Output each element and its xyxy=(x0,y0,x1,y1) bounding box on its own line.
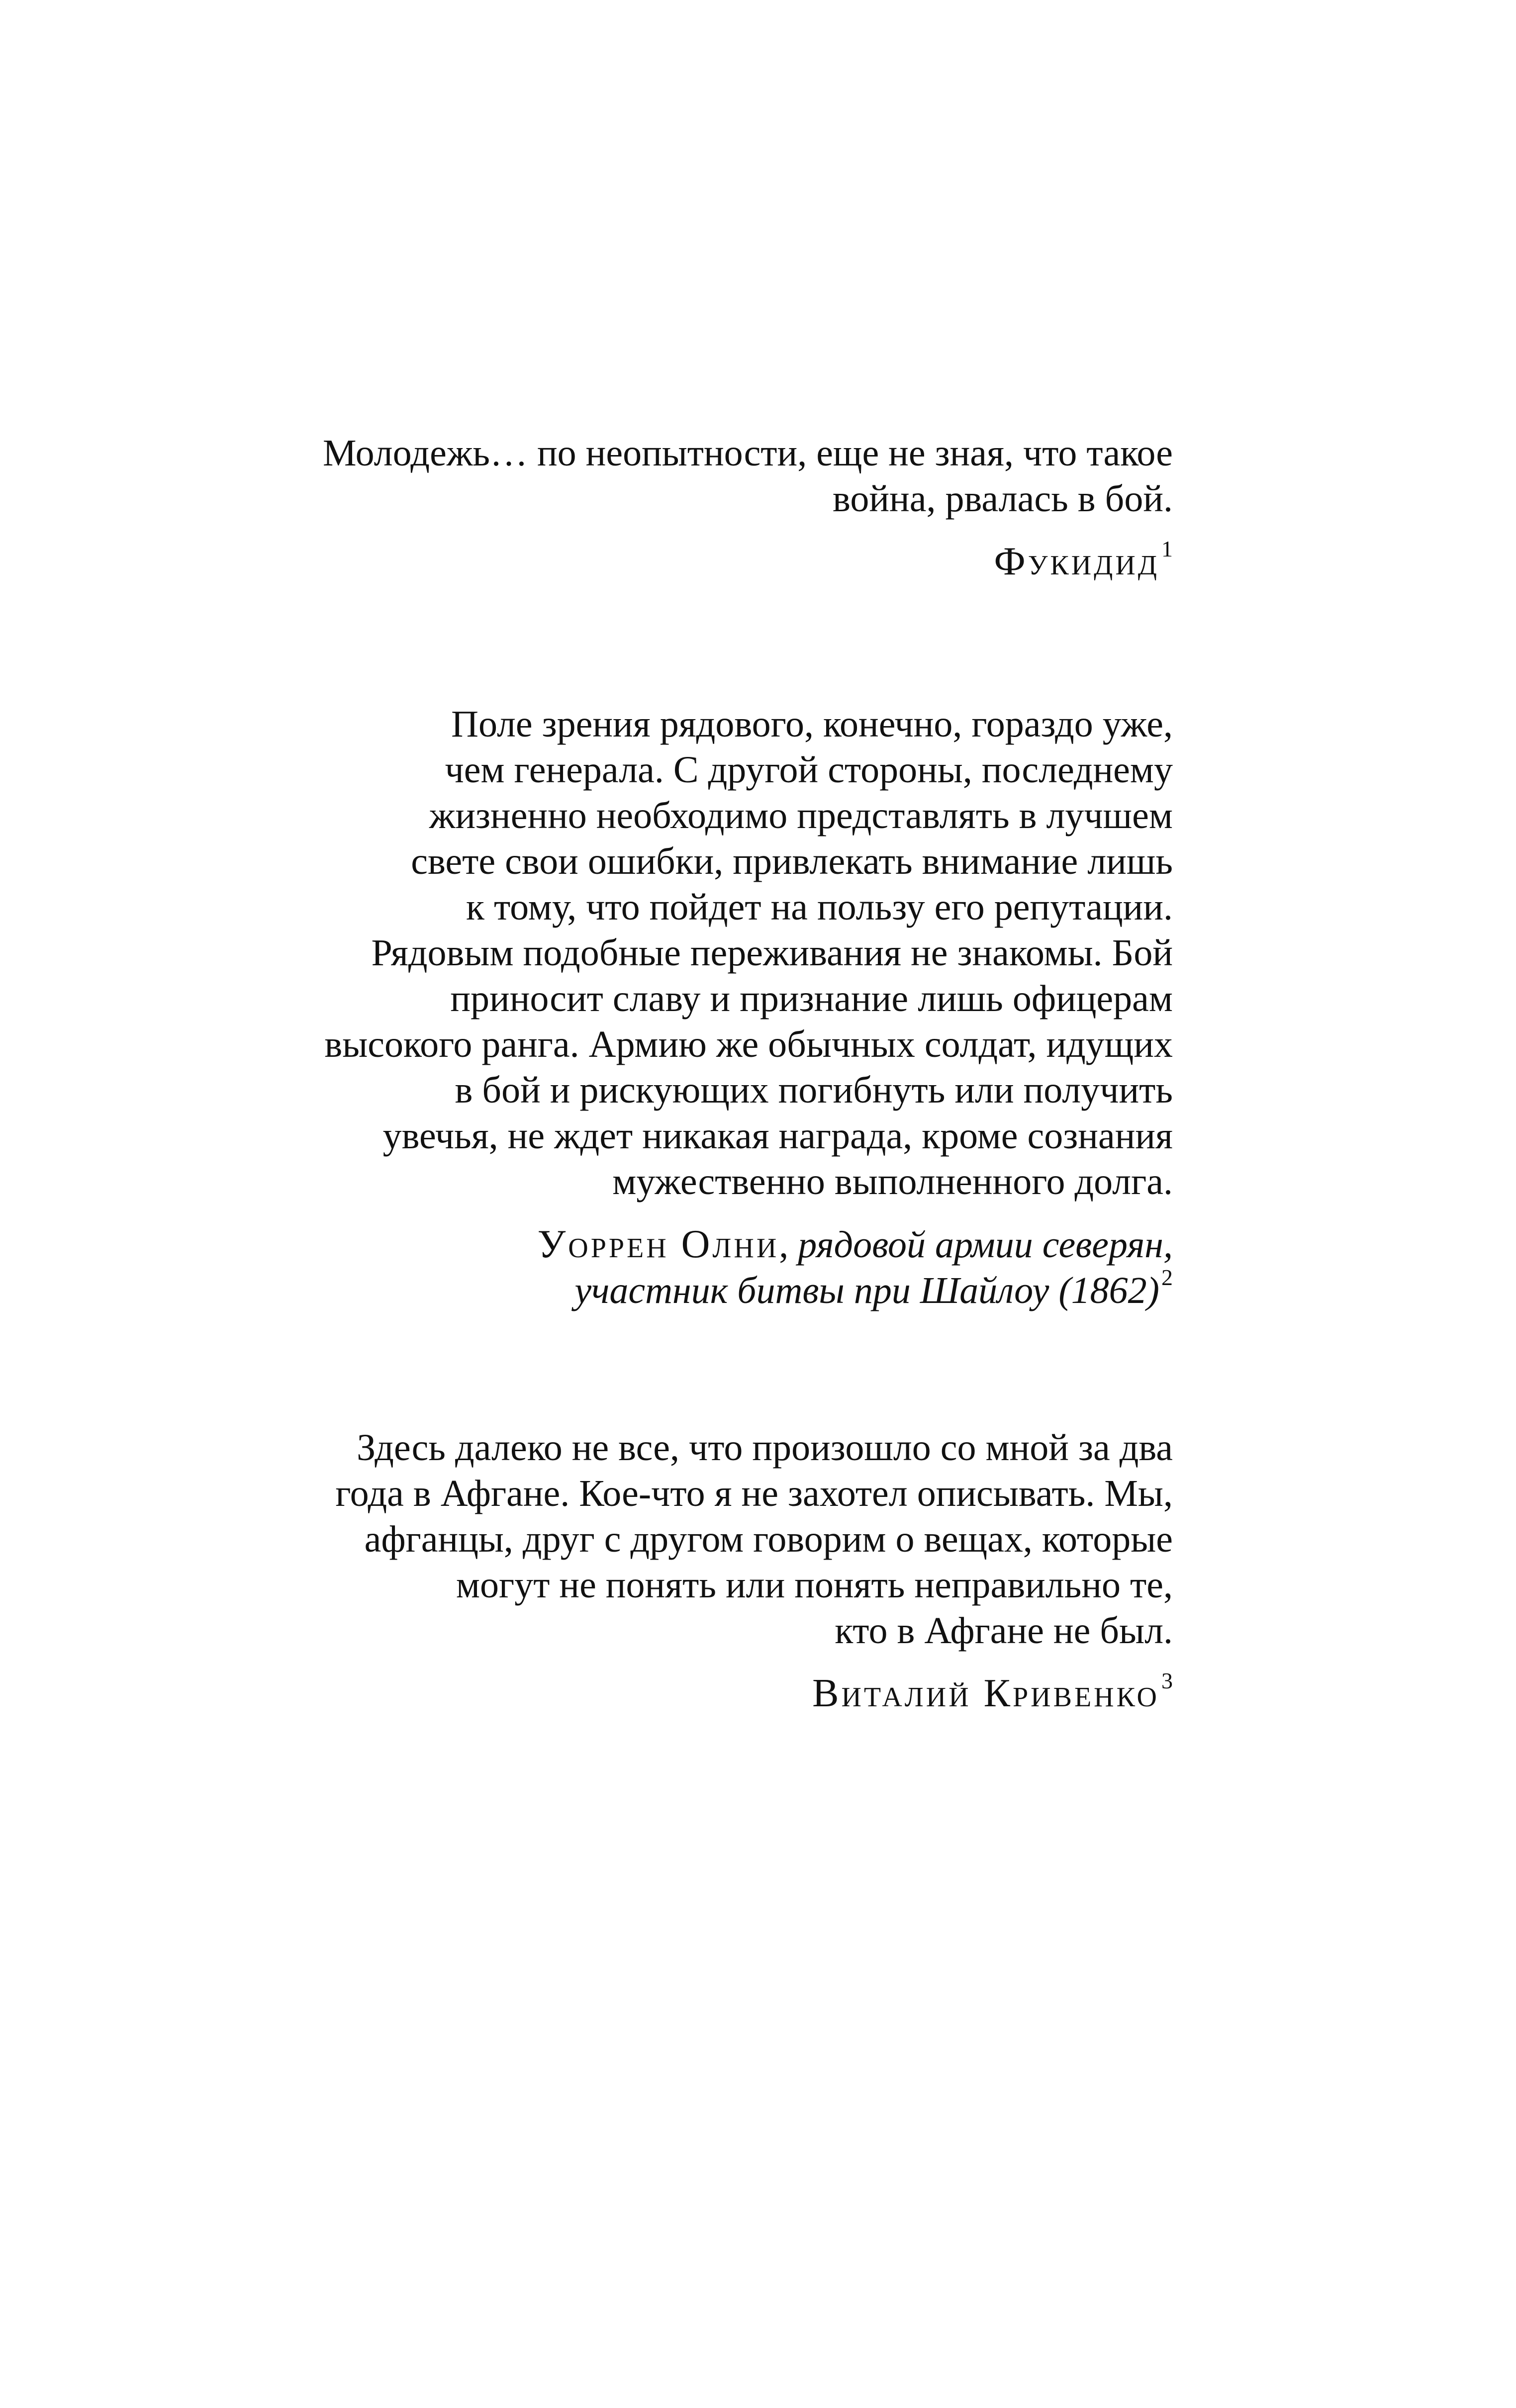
epigraph-attribution xyxy=(253,1221,1173,1313)
epigraph-line: года в Афгане. Кое-что я не захотел описывать. Мы, xyxy=(335,1473,1173,1514)
author-role: рядовой армии северян, xyxy=(798,1224,1173,1266)
epigraph-line: к тому, что пойдет на пользу его репутации. xyxy=(466,886,1173,928)
epigraph-line: чем генерала. С другой стороны, последнему xyxy=(445,749,1173,791)
epigraph-line: увечья, не ждет никакая награда, кроме сознания xyxy=(382,1115,1173,1157)
footnote-marker: 2 xyxy=(1161,1265,1173,1290)
epigraph-line: могут не понять или понять неправильно те, xyxy=(456,1564,1173,1606)
epigraph-line: свете свои ошибки, привлекать внимание лишь xyxy=(411,840,1173,882)
author-name: Фукидид xyxy=(994,540,1159,583)
epigraph-line: Поле зрения рядового, конечно, гораздо уже, xyxy=(451,703,1173,745)
epigraph-text xyxy=(253,430,1173,522)
attribution-line xyxy=(253,1265,1173,1313)
epigraph-line: жизненно необходимо представлять в лучшем xyxy=(429,795,1173,836)
epigraph-text xyxy=(253,701,1173,1204)
epigraph-line: приносит славу и признание лишь офицерам xyxy=(450,978,1173,1019)
attribution-line xyxy=(253,1221,1173,1268)
epigraph-line: в бой и рискующих погибнуть или получить xyxy=(455,1069,1173,1111)
epigraph-attribution xyxy=(253,536,1173,585)
author-name: Уоррен Олни xyxy=(537,1222,779,1266)
epigraph-attribution xyxy=(253,1670,1173,1717)
footnote-marker: 1 xyxy=(1161,536,1173,561)
epigraph-line: Молодежь… по неопытности, еще не зная, что такое xyxy=(323,432,1173,474)
attribution-comma: , xyxy=(779,1224,798,1266)
epigraph-line: война, рвалась в бой. xyxy=(833,478,1173,520)
epigraph-line: Рядовым подобные переживания не знакомы. Бой xyxy=(371,932,1173,974)
author-name: Виталий Кривенко xyxy=(812,1671,1159,1715)
epigraph-line: мужественно выполненного долга. xyxy=(612,1161,1173,1203)
footnote-marker: 3 xyxy=(1161,1668,1173,1693)
epigraph-line: высокого ранга. Армию же обычных солдат, идущих xyxy=(324,1023,1173,1065)
author-role: участник битвы при Шайлоу (1862) xyxy=(574,1270,1159,1311)
epigraph-line: кто в Афгане не был. xyxy=(835,1610,1173,1652)
epigraph-thucydides xyxy=(253,430,1173,585)
epigraph-krivenko xyxy=(253,1425,1173,1717)
epigraph-text xyxy=(253,1425,1173,1654)
epigraph-line: Здесь далеко не все, что произошло со мной за два xyxy=(357,1427,1173,1469)
epigraph-line: афганцы, друг с другом говорим о вещах, которые xyxy=(364,1518,1173,1560)
epigraph-olney xyxy=(253,701,1173,1313)
